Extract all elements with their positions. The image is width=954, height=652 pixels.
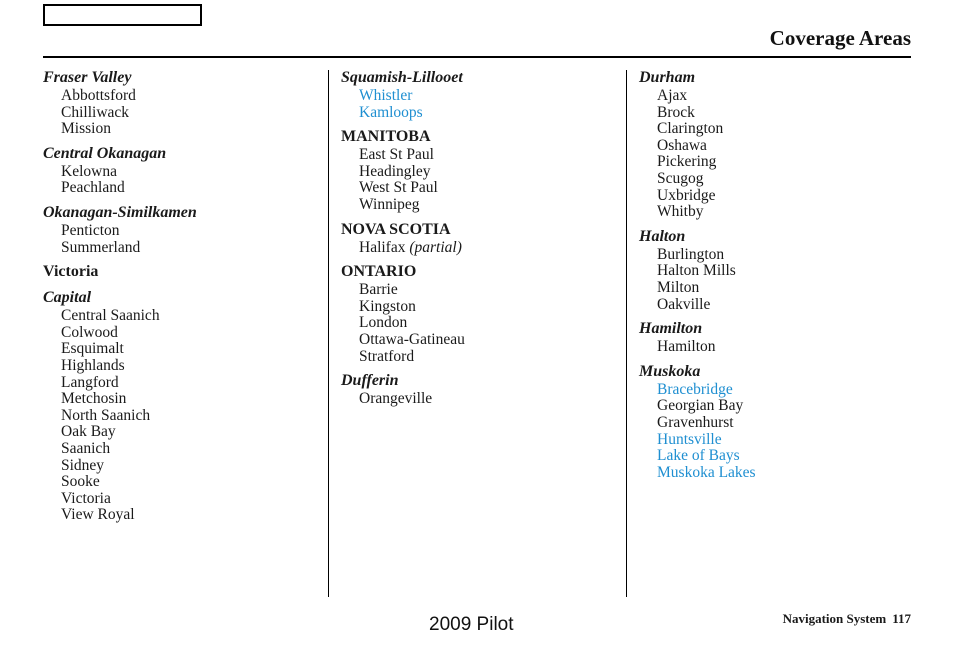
- coverage-column-3: [639, 68, 909, 487]
- city-item: [61, 458, 313, 475]
- city-link[interactable]: [657, 382, 909, 399]
- city-item: [359, 240, 611, 257]
- city-item: [61, 408, 313, 425]
- coverage-section: [639, 362, 909, 482]
- region-heading: Central Okanagan: [43, 144, 167, 162]
- title-divider: [43, 56, 911, 58]
- city-name: Huntsville: [657, 430, 722, 448]
- city-item: [359, 349, 611, 366]
- city-item: [61, 441, 313, 458]
- coverage-section: [43, 203, 313, 256]
- city-name: Scugog: [657, 169, 704, 187]
- city-name: Kelowna: [61, 162, 117, 180]
- city-item: [61, 240, 313, 257]
- city-item: [657, 398, 909, 415]
- region-heading: Muskoka: [639, 362, 701, 380]
- city-item: [61, 424, 313, 441]
- column-divider-2: [626, 70, 627, 597]
- city-item: [657, 415, 909, 432]
- region-heading: Squamish-Lillooet: [341, 69, 463, 86]
- city-name: East St Paul: [359, 146, 434, 164]
- city-item: [359, 299, 611, 316]
- city-list: [341, 147, 611, 213]
- city-item: [61, 358, 313, 375]
- city-item: [61, 474, 313, 491]
- city-name: Georgian Bay: [657, 397, 744, 415]
- city-list: [43, 308, 313, 524]
- city-name: Abbottsford: [61, 87, 136, 104]
- city-item: [359, 282, 611, 299]
- city-list: [341, 282, 611, 365]
- city-name: Sidney: [61, 456, 105, 474]
- city-name: Colwood: [61, 323, 118, 341]
- city-link[interactable]: [657, 465, 909, 482]
- city-name: Central Saanich: [61, 307, 160, 325]
- region-heading: Capital: [43, 289, 92, 307]
- city-name: Ajax: [657, 87, 688, 104]
- city-item: [657, 188, 909, 205]
- city-name: Hamilton: [657, 338, 716, 356]
- column-divider-1: [328, 70, 329, 597]
- city-link[interactable]: [359, 105, 611, 122]
- city-item: [61, 88, 313, 105]
- coverage-column-2: [341, 68, 611, 414]
- city-item: [657, 138, 909, 155]
- footer-model-label: 2009 Pilot: [429, 614, 514, 635]
- city-item: [359, 147, 611, 164]
- city-item: [359, 164, 611, 181]
- city-name: Headingley: [359, 162, 431, 180]
- coverage-column-1: [43, 68, 313, 530]
- city-name: Pickering: [657, 153, 717, 171]
- city-item: [657, 204, 909, 221]
- city-name: Halifax: [359, 238, 406, 256]
- city-item: [657, 171, 909, 188]
- city-list: [43, 88, 313, 138]
- city-item: [61, 391, 313, 408]
- coverage-section: [43, 68, 313, 138]
- city-list: [43, 164, 313, 197]
- city-item: [657, 280, 909, 297]
- city-name: London: [359, 314, 408, 332]
- city-item: [657, 297, 909, 314]
- page-title: Coverage Areas: [769, 26, 911, 50]
- city-name: Langford: [61, 373, 119, 391]
- city-name: West St Paul: [359, 179, 438, 197]
- city-name: Brock: [657, 103, 695, 121]
- city-list: [341, 240, 611, 257]
- coverage-section: [43, 262, 313, 282]
- city-item: [61, 507, 313, 524]
- city-item: [657, 154, 909, 171]
- footer-page-label: [783, 611, 911, 627]
- city-name: Lake of Bays: [657, 447, 740, 465]
- city-item: [61, 341, 313, 358]
- city-item: [657, 88, 909, 105]
- city-item: [61, 164, 313, 181]
- city-name: Highlands: [61, 356, 125, 374]
- city-name: Orangeville: [359, 390, 433, 408]
- coverage-section: [639, 68, 909, 221]
- city-name: Burlington: [657, 245, 725, 263]
- city-name: Kingston: [359, 297, 416, 315]
- coverage-note: (partial): [409, 238, 462, 256]
- city-item: [61, 223, 313, 240]
- region-heading: Okanagan-Similkamen: [43, 203, 197, 221]
- city-link[interactable]: [657, 448, 909, 465]
- region-heading: Durham: [639, 69, 696, 86]
- coverage-section: [341, 220, 611, 257]
- city-name: Kamloops: [359, 103, 423, 121]
- city-name: Winnipeg: [359, 195, 420, 213]
- city-name: Saanich: [61, 439, 111, 457]
- city-name: Whistler: [359, 87, 413, 104]
- province-heading: ONTARIO: [341, 263, 417, 281]
- city-name: Halton Mills: [657, 262, 736, 280]
- page-number: 117: [892, 611, 911, 626]
- city-item: [657, 263, 909, 280]
- city-name: Oakville: [657, 295, 711, 313]
- city-name: Barrie: [359, 281, 398, 299]
- city-item: [657, 339, 909, 356]
- city-item: [61, 308, 313, 325]
- city-item: [61, 491, 313, 508]
- province-heading: Victoria: [43, 263, 99, 281]
- city-name: Oak Bay: [61, 423, 116, 441]
- region-heading: Dufferin: [341, 372, 399, 390]
- city-item: [61, 180, 313, 197]
- city-list: [639, 339, 909, 356]
- coverage-section: [341, 68, 611, 121]
- city-name: Mission: [61, 120, 111, 138]
- coverage-section: [341, 371, 611, 408]
- city-list: [639, 382, 909, 482]
- region-heading: Fraser Valley: [43, 69, 132, 86]
- province-heading: MANITOBA: [341, 128, 431, 146]
- coverage-section: [639, 227, 909, 313]
- city-list: [639, 247, 909, 313]
- coverage-section: [341, 262, 611, 365]
- city-name: Metchosin: [61, 390, 127, 408]
- city-name: Chilliwack: [61, 103, 130, 121]
- header-tab-box: [43, 4, 202, 26]
- city-item: [61, 121, 313, 138]
- coverage-section: [43, 288, 313, 524]
- city-item: [61, 325, 313, 342]
- city-link[interactable]: [657, 432, 909, 449]
- city-name: Milton: [657, 278, 700, 296]
- city-name: Victoria: [61, 489, 111, 507]
- coverage-section: [43, 144, 313, 197]
- city-name: Stratford: [359, 347, 415, 365]
- city-item: [359, 391, 611, 408]
- city-item: [359, 197, 611, 214]
- region-heading: Hamilton: [639, 320, 703, 338]
- city-name: Whitby: [657, 203, 704, 221]
- city-item: [657, 105, 909, 122]
- city-name: Esquimalt: [61, 340, 124, 358]
- city-name: Sooke: [61, 473, 100, 491]
- city-name: Muskoka Lakes: [657, 463, 756, 481]
- city-name: North Saanich: [61, 406, 151, 424]
- city-item: [359, 332, 611, 349]
- city-name: Bracebridge: [657, 380, 733, 398]
- city-name: Summerland: [61, 238, 141, 256]
- city-name: Clarington: [657, 120, 724, 138]
- city-item: [657, 121, 909, 138]
- region-heading: Halton: [639, 227, 686, 245]
- province-heading: NOVA SCOTIA: [341, 220, 451, 238]
- city-list: [639, 88, 909, 221]
- city-name: Peachland: [61, 179, 125, 197]
- city-name: Gravenhurst: [657, 413, 734, 431]
- city-list: [341, 391, 611, 408]
- city-name: Oshawa: [657, 136, 707, 154]
- footer-section-label: Navigation System: [782, 611, 887, 626]
- city-name: View Royal: [61, 506, 135, 524]
- city-item: [657, 247, 909, 264]
- coverage-section: [341, 127, 611, 213]
- city-name: Uxbridge: [657, 186, 716, 204]
- coverage-section: [639, 319, 909, 356]
- city-item: [61, 105, 313, 122]
- city-item: [359, 180, 611, 197]
- city-list: [43, 223, 313, 256]
- city-link[interactable]: [359, 88, 611, 105]
- city-name: Ottawa-Gatineau: [359, 330, 465, 348]
- city-item: [61, 375, 313, 392]
- city-item: [359, 315, 611, 332]
- city-name: Penticton: [61, 221, 120, 239]
- city-list: [341, 88, 611, 121]
